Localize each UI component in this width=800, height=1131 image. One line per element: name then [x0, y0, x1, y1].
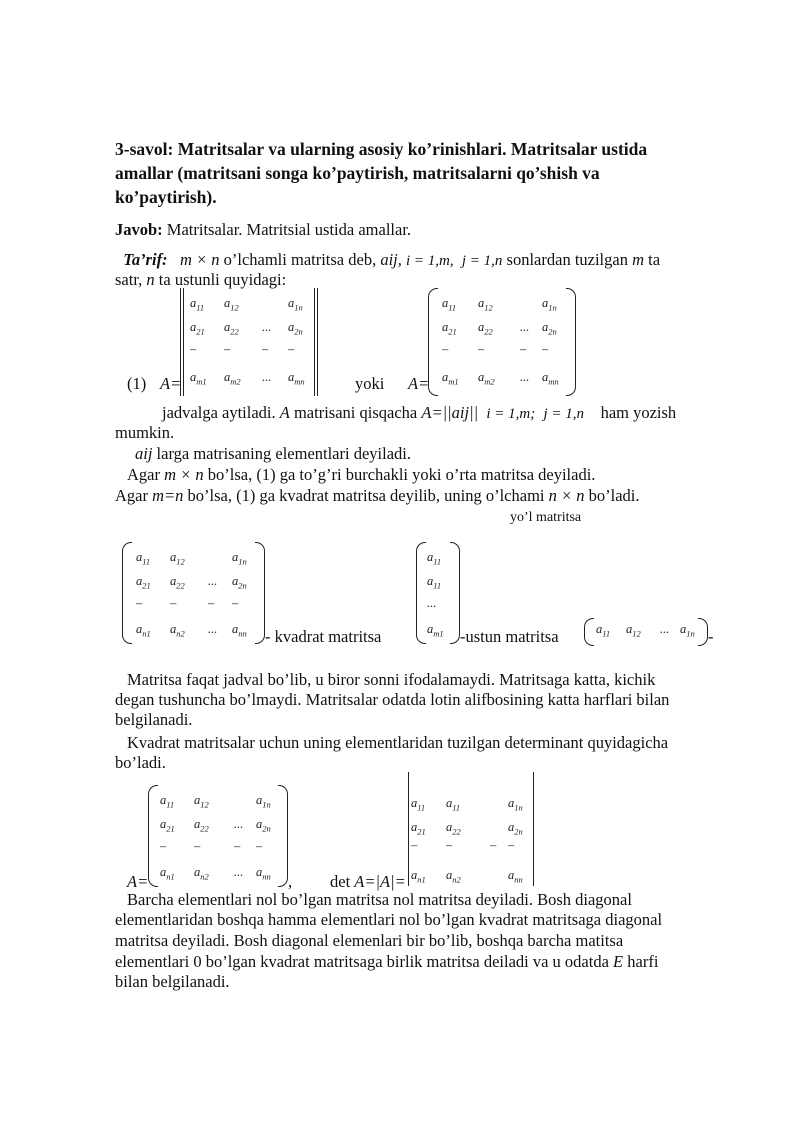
- para1-line-2: degan tushuncha bo’lmaydi. Matritsalar odatda lotin alifbosining katta harflari bilan: [115, 690, 670, 709]
- matrix-cell: –: [442, 342, 449, 356]
- matrix-row: [408, 838, 534, 856]
- matrix-cell: –: [160, 839, 167, 853]
- determinant-matrix: [408, 772, 534, 886]
- matrix-cell: $a_{11}$: [190, 296, 205, 313]
- matrix-cell: ...: [262, 320, 272, 334]
- matrix-cell: –: [234, 839, 241, 853]
- matrix-cell: ...: [234, 865, 244, 879]
- matrix-square: [122, 542, 265, 644]
- matrix-row: [148, 793, 288, 811]
- para2-line-2: bo’ladi.: [115, 753, 166, 772]
- matrix-row: [428, 370, 576, 388]
- para2-line-1: Kvadrat matritsalar uchun uning elementlaridan tuzilgan determinant quyidagicha: [127, 733, 669, 752]
- matrix-cell: $a_{n1}$: [160, 865, 175, 882]
- matrix-cell: $a_{m1}$: [190, 370, 207, 387]
- agar1-mn: m × n: [164, 465, 204, 484]
- matrix-row: [148, 865, 288, 883]
- det-A-abs: A=|A|=: [354, 872, 406, 891]
- definition-line-1: [115, 250, 660, 271]
- matrix-cell: –: [411, 838, 418, 852]
- element-aij: aij,: [380, 250, 402, 269]
- matrix-cell: –: [520, 342, 527, 356]
- definition-text-2: sonlardan tuzilgan: [506, 250, 628, 269]
- matrix-square-2: [148, 785, 288, 887]
- matrix-row: [428, 320, 576, 338]
- matrix-cell: $a_{22}$: [224, 320, 239, 337]
- det-A-eq: A=: [127, 872, 149, 891]
- matrix-row: [148, 817, 288, 835]
- matrix-cell: $a_{11}$: [446, 796, 461, 813]
- yoki-word: yoki: [355, 374, 385, 393]
- table-text-1: jadvalga aytiladi.: [162, 403, 276, 422]
- matrix-row: [408, 796, 534, 814]
- matrix-cell: $a_{11}$: [596, 622, 611, 639]
- matrix-cell: $a_{11}$: [136, 550, 151, 567]
- matrix-cell: $a_{1n}$: [508, 796, 523, 813]
- yol-matritsa-label: yo’l matritsa: [510, 510, 582, 525]
- matrix-row: [180, 296, 318, 314]
- kvadrat-label: - kvadrat matritsa: [265, 627, 382, 646]
- equation-label: (1): [127, 374, 147, 393]
- answer-label: Javob:: [115, 220, 163, 239]
- para3-line-4: [115, 952, 658, 972]
- definition-text-1: o’lchamli matritsa deb,: [223, 250, 377, 269]
- det-expression: [330, 872, 406, 892]
- matrix-cell: –: [208, 596, 215, 610]
- i-range-formula: i = 1,m,: [406, 253, 454, 269]
- matrix-cell: $a_{12}$: [194, 793, 209, 810]
- matrix-cell: $a_{22}$: [194, 817, 209, 834]
- matrix-cell: $a_{22}$: [170, 574, 185, 591]
- matrix-cell: $a_{mn}$: [288, 370, 305, 387]
- matrix-cell: $a_{nn}$: [232, 622, 247, 639]
- matrix-cell: $a_{mn}$: [542, 370, 559, 387]
- matrix-cell: –: [190, 342, 197, 356]
- matrix-cell: –: [446, 838, 453, 852]
- agar-line-2: [115, 486, 640, 506]
- matrix-cell: ...: [234, 817, 244, 831]
- matrix-cell: –: [478, 342, 485, 356]
- matrix-cell: $a_{22}$: [446, 820, 461, 837]
- para1-line-1: Matritsa faqat jadval bo’lib, u biror sonni ifodalamaydi. Matritsaga katta, kichik: [127, 670, 656, 689]
- matrix-row: [428, 296, 576, 314]
- matrix-cell: $a_{11}$: [160, 793, 175, 810]
- agar2-text-3: bo’ladi.: [588, 486, 640, 505]
- table-text-3: ham yozish: [600, 403, 677, 422]
- matrix-cell: $a_{n2}$: [170, 622, 185, 639]
- matrix-cell: ...: [520, 320, 530, 334]
- matrix-cell: $a_{nn}$: [256, 865, 271, 882]
- matrix-cell: $a_{2n}$: [542, 320, 557, 337]
- heading-line-3: ko’paytirish).: [115, 187, 217, 207]
- matrix-cell: $a_{11}$: [442, 296, 457, 313]
- matrix-cell: $a_{21}$: [411, 820, 426, 837]
- agar2-text-2: bo’lsa, (1) ga kvadrat matritsa deyilib, uning o’lchami: [187, 486, 545, 505]
- matrix-cell: ...: [208, 574, 218, 588]
- matrix-cell: $a_{n1}$: [136, 622, 151, 639]
- matrix-row: [584, 622, 708, 640]
- matrix-row: [148, 839, 288, 857]
- table-line-1: [162, 403, 676, 424]
- matrix-cell: $a_{12}$: [170, 550, 185, 567]
- matrix-row: [428, 342, 576, 360]
- matrix-row: [416, 596, 460, 614]
- agar2-nn: n × n: [548, 486, 585, 505]
- matrix-cell: $a_{2n}$: [508, 820, 523, 837]
- matrix-cell: –: [262, 342, 269, 356]
- equation-A-eq-2: A=: [408, 374, 430, 393]
- agar1-text-1: Agar: [127, 465, 160, 484]
- matrix-row: [416, 622, 460, 640]
- matrix-cell: –: [256, 839, 263, 853]
- E-symbol: E: [613, 952, 624, 971]
- matrix-column: [416, 542, 460, 644]
- matrix-cell: –: [490, 838, 497, 852]
- matrix-cell: $a_{m1}$: [442, 370, 459, 387]
- matrix-cell: $a_{n1}$: [411, 868, 426, 885]
- definition-label: Ta’rif:: [123, 250, 168, 269]
- para3-line4-a: elementlari 0 bo’lgan kvadrat matritsaga birlik matritsa deiladi va u odatda: [115, 952, 609, 971]
- matrix-cell: ...: [208, 622, 218, 636]
- matrix-cell: $a_{m2}$: [224, 370, 241, 387]
- matrix-cell: $a_{2n}$: [256, 817, 271, 834]
- matrix-cell: $a_{12}$: [478, 296, 493, 313]
- matrix-cell: ...: [427, 596, 437, 610]
- heading-line-2: amallar (matritsani songa ko’paytirish, matritsalarni qo’shish va: [115, 163, 600, 183]
- matrix-cell: $a_{n2}$: [446, 868, 461, 885]
- agar-line-1: [127, 465, 595, 485]
- matrix-row: [584, 618, 708, 646]
- answer-line: [115, 220, 411, 240]
- matrix-cell: $a_{21}$: [190, 320, 205, 337]
- matrix-cell: ...: [660, 622, 670, 636]
- matrix-cell: –: [136, 596, 143, 610]
- matrix-row: [180, 370, 318, 388]
- matrix-cell: $a_{2n}$: [288, 320, 303, 337]
- matrix-cell: –: [508, 838, 515, 852]
- matrix-cell: $a_{1n}$: [288, 296, 303, 313]
- matrix-cell: $a_{m2}$: [478, 370, 495, 387]
- agar2-m-eq-n: m=n: [152, 486, 184, 505]
- matrix-A-short: A=||aij||: [421, 403, 479, 422]
- matrix-row: [408, 820, 534, 838]
- matrix-row: [180, 320, 318, 338]
- para3-line-2: elementlaridan boshqa hamma elementlari nol bo’lgan kvadrat matritsaga diagonal: [115, 910, 663, 929]
- matrix-cell: $a_{21}$: [442, 320, 457, 337]
- matrix-row: [416, 550, 460, 568]
- matrix-cell: $a_{21}$: [136, 574, 151, 591]
- matrix-cell: $a_{n2}$: [194, 865, 209, 882]
- matrix-cell: $a_{22}$: [478, 320, 493, 337]
- table-line-2: mumkin.: [115, 423, 175, 442]
- table-text-2: matrisani qisqacha: [293, 403, 418, 422]
- matrix-row: [122, 574, 265, 592]
- agar1-text-2: bo’lsa, (1) ga to’g’ri burchakli yoki o’rta matritsa deyiladi.: [207, 465, 596, 484]
- i-range-formula-2: i = 1,m;: [486, 406, 536, 422]
- matrix-general-determinant-style: [180, 288, 318, 396]
- n-symbol: n: [146, 270, 155, 289]
- definition-text-3: ta: [648, 250, 661, 269]
- equation-A-eq: A=: [160, 374, 182, 393]
- para3-line-5: bilan belgilanadi.: [115, 972, 230, 991]
- matrix-cell: –: [224, 342, 231, 356]
- matrix-cell: $a_{11}$: [411, 796, 426, 813]
- aij-symbol: aij: [135, 444, 153, 463]
- det-comma: ,: [288, 872, 293, 891]
- matrix-cell: $a_{1n}$: [256, 793, 271, 810]
- para3-line4-b: harfi: [627, 952, 659, 971]
- matrix-row: [122, 622, 265, 640]
- matrix-cell: –: [194, 839, 201, 853]
- matrix-cell: $a_{1n}$: [232, 550, 247, 567]
- matrix-cell: ...: [262, 370, 272, 384]
- elements-line: [135, 444, 411, 464]
- matrix-row: [408, 868, 534, 886]
- det-word: det: [330, 872, 351, 891]
- matrix-cell: $a_{2n}$: [232, 574, 247, 591]
- matrix-cell: $a_{nn}$: [508, 868, 523, 885]
- matrix-cell: –: [232, 596, 239, 610]
- j-range-formula: j = 1,n: [461, 253, 503, 269]
- matrix-cell: ...: [520, 370, 530, 384]
- matrix-cell: –: [170, 596, 177, 610]
- matrix-cell: $a_{m1}$: [427, 622, 444, 639]
- matrix-row: [122, 550, 265, 568]
- matrix-cell: $a_{11}$: [427, 550, 442, 567]
- para1-line-3: belgilanadi.: [115, 710, 193, 729]
- matrix-row: [416, 574, 460, 592]
- matrix-cell: $a_{1n}$: [542, 296, 557, 313]
- elements-text: larga matrisaning elementlari deyiladi.: [156, 444, 411, 463]
- agar2-text-1: Agar: [115, 486, 148, 505]
- matrix-A: A: [279, 403, 290, 422]
- matrix-cell: $a_{12}$: [224, 296, 239, 313]
- para3-line-1: Barcha elementlari nol bo’lgan matritsa nol matritsa deyiladi. Bosh diagonal: [127, 890, 632, 909]
- answer-text: Matritsalar. Matritsial ustida amallar.: [166, 220, 412, 239]
- m-symbol: m: [632, 250, 645, 269]
- matrix-cell: $a_{1n}$: [680, 622, 695, 639]
- definition-line2-a: satr,: [115, 270, 143, 289]
- matrix-cell: $a_{11}$: [427, 574, 442, 591]
- row-dash: -: [708, 627, 714, 646]
- dimension-mn: m × n: [179, 250, 220, 269]
- para3-line-3: matritsa deyiladi. Bosh diagonal elemenlari bir bo’lib, boshqa barcha matitsa: [115, 931, 624, 950]
- heading-line-1: 3-savol: Matritsalar va ularning asosiy ko’rinishlari. Matritsalar ustida: [115, 139, 648, 159]
- ustun-label: -ustun matritsa: [460, 627, 559, 646]
- matrix-cell: –: [542, 342, 549, 356]
- definition-line2-b: ta ustunli quyidagi:: [158, 270, 287, 289]
- matrix-general-parentheses: [428, 288, 576, 396]
- definition-line-2: [115, 270, 286, 290]
- matrix-cell: –: [288, 342, 295, 356]
- j-range-formula-2: j = 1,n: [543, 406, 585, 422]
- matrix-cell: $a_{12}$: [626, 622, 641, 639]
- matrix-cell: $a_{21}$: [160, 817, 175, 834]
- matrix-row: [122, 596, 265, 614]
- matrix-row: [180, 342, 318, 360]
